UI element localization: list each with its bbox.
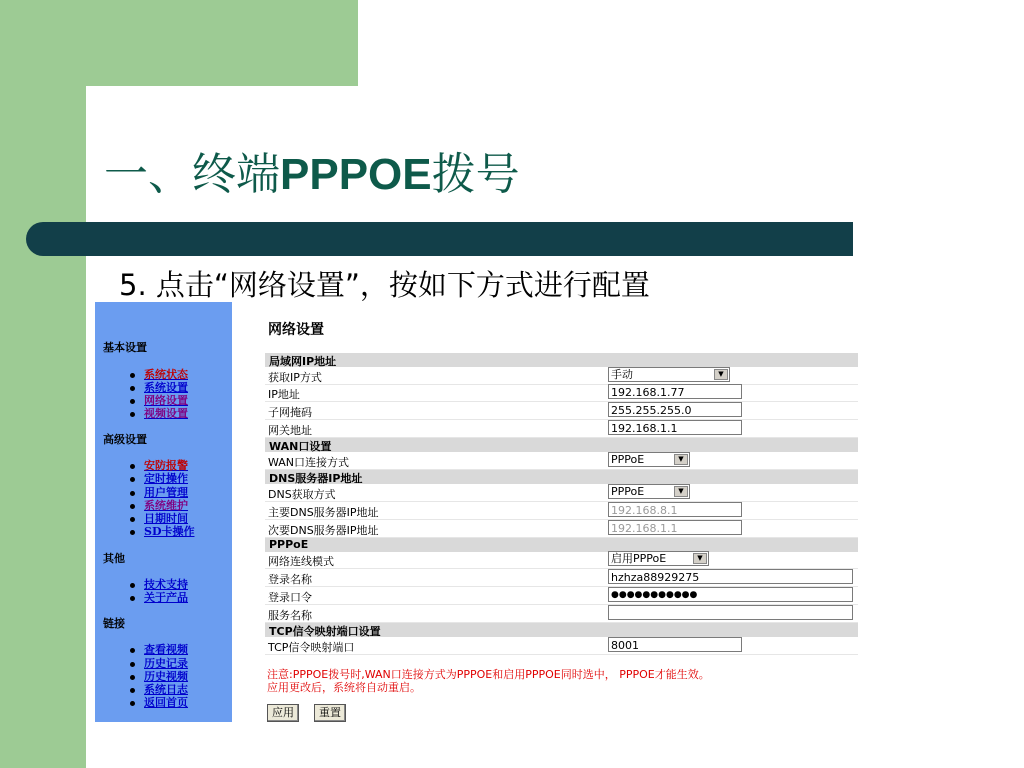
nav-link-system-status[interactable]: 系统状态 bbox=[130, 366, 188, 382]
dns-mode-label: DNS获取方式 bbox=[268, 488, 336, 501]
nav-link-video-settings[interactable]: 视频设置 bbox=[130, 405, 188, 421]
ip-mode-select[interactable]: 手动 ▼ bbox=[608, 367, 730, 382]
slide-frame-left bbox=[0, 0, 86, 768]
gateway-input[interactable]: 192.168.1.1 bbox=[608, 420, 742, 435]
dns-secondary-input[interactable]: 192.168.1.1 bbox=[608, 520, 742, 535]
ip-address-input[interactable]: 192.168.1.77 bbox=[608, 384, 742, 399]
config-note bbox=[267, 668, 710, 694]
nav-link-sd-card[interactable]: SD卡操作 bbox=[130, 523, 194, 539]
form-title: 网络设置 bbox=[268, 322, 324, 338]
section-lan-ip: 局域网IP地址 bbox=[265, 353, 858, 367]
section-dns: DNS服务器IP地址 bbox=[265, 470, 858, 484]
config-note-line2: 应用更改后，系统将自动重启。 bbox=[267, 681, 421, 694]
login-name-input[interactable]: hzhza88929275 bbox=[608, 569, 853, 584]
password-label: 登录口令 bbox=[268, 591, 312, 604]
dns-primary-label: 主要DNS服务器IP地址 bbox=[268, 506, 379, 519]
subnet-mask-label: 子网掩码 bbox=[268, 406, 312, 419]
nav-link-system-settings[interactable]: 系统设置 bbox=[130, 379, 188, 395]
apply-button[interactable]: 应用 bbox=[267, 704, 299, 722]
nav-section-other: 其他 bbox=[103, 552, 125, 565]
nav-section-advanced: 高级设置 bbox=[103, 433, 147, 446]
dns-mode-select[interactable]: PPPoE ▼ bbox=[608, 484, 690, 499]
gateway-label: 网关地址 bbox=[268, 424, 312, 437]
nav-link-home[interactable]: 返回首页 bbox=[130, 694, 188, 710]
section-pppoe: PPPoE bbox=[265, 538, 858, 552]
password-input[interactable]: ●●●●●●●●●●● bbox=[608, 587, 853, 602]
nav-link-about[interactable]: 关于产品 bbox=[130, 589, 188, 605]
nav-link-history[interactable]: 历史记录 bbox=[130, 655, 188, 671]
slide-subtitle: 5. 点击“网络设置”，按如下方式进行配置 bbox=[119, 268, 650, 302]
tcp-port-label: TCP信令映射端口 bbox=[268, 641, 355, 654]
row-dns-primary bbox=[265, 502, 858, 520]
row-connection-mode bbox=[265, 551, 858, 569]
tcp-port-input[interactable]: 8001 bbox=[608, 637, 742, 652]
nav-link-view-video[interactable]: 查看视频 bbox=[130, 641, 188, 657]
service-name-label: 服务名称 bbox=[268, 609, 312, 622]
chevron-down-icon: ▼ bbox=[674, 454, 688, 465]
chevron-down-icon: ▼ bbox=[714, 369, 728, 380]
nav-link-datetime[interactable]: 日期时间 bbox=[130, 510, 188, 526]
nav-link-support[interactable]: 技术支持 bbox=[130, 576, 188, 592]
ip-mode-label: 获取IP方式 bbox=[268, 371, 322, 384]
slide-title: 一、终端PPPOE拨号 bbox=[104, 149, 520, 200]
dns-secondary-label: 次要DNS服务器IP地址 bbox=[268, 524, 379, 537]
row-tcp-port bbox=[265, 637, 858, 655]
nav-link-network-settings[interactable]: 网络设置 bbox=[130, 392, 188, 408]
dns-primary-input[interactable]: 192.168.8.1 bbox=[608, 502, 742, 517]
login-name-label: 登录名称 bbox=[268, 573, 312, 586]
section-tcp: TCP信令映射端口设置 bbox=[265, 623, 858, 637]
row-wan-connection bbox=[265, 452, 858, 470]
chevron-down-icon: ▼ bbox=[693, 553, 707, 564]
nav-link-alarm[interactable]: 安防报警 bbox=[130, 457, 188, 473]
row-dns-mode bbox=[265, 484, 858, 502]
nav-link-user-management[interactable]: 用户管理 bbox=[130, 484, 188, 500]
wan-connection-select[interactable]: PPPoE ▼ bbox=[608, 452, 690, 467]
slide-frame-top bbox=[0, 0, 358, 86]
row-login-name bbox=[265, 569, 858, 587]
row-gateway bbox=[265, 420, 858, 438]
connection-mode-label: 网络连线模式 bbox=[268, 555, 334, 568]
title-divider-bar bbox=[26, 222, 853, 256]
chevron-down-icon: ▼ bbox=[674, 486, 688, 497]
config-note-line1: 注意:PPPOE拨号时,WAN口连接方式为PPPOE和启用PPPOE同时选中， PPPOE才能生效。 bbox=[267, 668, 710, 681]
reset-button[interactable]: 重置 bbox=[314, 704, 346, 722]
service-name-input[interactable] bbox=[608, 605, 853, 620]
nav-link-history-video[interactable]: 历史视频 bbox=[130, 668, 188, 684]
nav-section-links: 链接 bbox=[103, 617, 125, 630]
row-subnet-mask bbox=[265, 402, 858, 420]
nav-link-schedule[interactable]: 定时操作 bbox=[130, 470, 188, 486]
ip-address-label: IP地址 bbox=[268, 388, 300, 401]
nav-link-system-log[interactable]: 系统日志 bbox=[130, 681, 188, 697]
connection-mode-select[interactable]: 启用PPPoE ▼ bbox=[608, 551, 709, 566]
wan-connection-label: WAN口连接方式 bbox=[268, 456, 350, 469]
row-ip-mode bbox=[265, 367, 858, 385]
row-ip-address bbox=[265, 384, 858, 402]
nav-link-maintenance[interactable]: 系统维护 bbox=[130, 497, 188, 513]
subnet-mask-input[interactable]: 255.255.255.0 bbox=[608, 402, 742, 417]
row-service-name bbox=[265, 605, 858, 623]
nav-section-basic: 基本设置 bbox=[103, 341, 147, 354]
section-wan: WAN口设置 bbox=[265, 438, 858, 452]
row-password bbox=[265, 587, 858, 605]
row-dns-secondary bbox=[265, 520, 858, 538]
